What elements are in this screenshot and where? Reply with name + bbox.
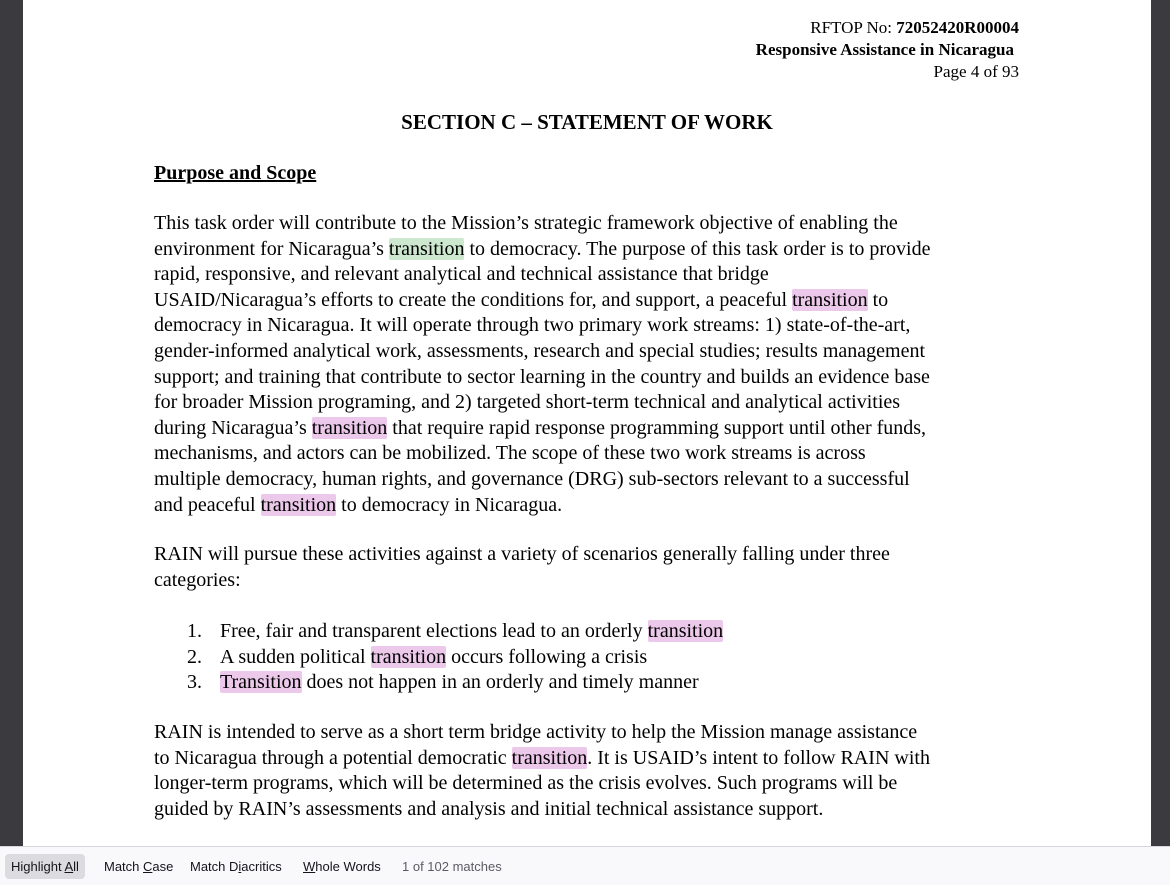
text-segment: USAID/Nicaragua’s efforts to create the conditions for, and support, a peaceful bbox=[154, 288, 793, 311]
label-part: hole Words bbox=[315, 859, 381, 874]
list-item bbox=[187, 670, 723, 696]
text-line bbox=[154, 416, 1034, 442]
find-bar bbox=[0, 846, 1170, 885]
section-title: SECTION C – STATEMENT OF WORK bbox=[401, 110, 773, 134]
paragraph-bridge bbox=[154, 720, 1034, 822]
text-line: gender-informed analytical work, assessments, research and special studies; results management bbox=[154, 339, 926, 362]
highlight-all-toggle[interactable] bbox=[5, 854, 85, 879]
purpose-heading: Purpose and Scope bbox=[154, 162, 317, 184]
list-item bbox=[187, 619, 723, 645]
label-part: ase bbox=[152, 859, 174, 874]
label-part: ll bbox=[73, 859, 79, 874]
list-number: 1. bbox=[187, 620, 202, 642]
text-line bbox=[154, 746, 1034, 772]
text-line bbox=[154, 288, 1034, 314]
whole-words-toggle[interactable] bbox=[297, 854, 387, 879]
page-number: Page 4 of 93 bbox=[933, 62, 1019, 81]
text-segment: to bbox=[867, 288, 889, 311]
label-part: Match bbox=[104, 859, 144, 874]
text-line: RAIN will pursue these activities against a variety of scenarios generally falling under three bbox=[154, 543, 890, 565]
access-key: C bbox=[143, 859, 153, 874]
paragraph-scenarios bbox=[154, 542, 1034, 593]
pdf-page bbox=[23, 0, 1151, 846]
text-segment: A sudden political bbox=[220, 645, 371, 668]
text-segment: does not happen in an orderly and timely manner bbox=[301, 671, 699, 694]
text-line: mechanisms, and actors can be mobilized. The scope of these two work streams is across bbox=[154, 442, 866, 465]
text-segment: environment for Nicaragua’s bbox=[154, 237, 389, 260]
label-part: acritics bbox=[241, 859, 282, 874]
text-line: This task order will contribute to the Mission’s strategic framework objective of enabling the bbox=[154, 212, 898, 234]
text-line: democracy in Nicaragua. It will operate through two primary work streams: 1) state-of-the-art, bbox=[154, 314, 911, 337]
scenario-list bbox=[187, 619, 723, 696]
text-segment: occurs following a crisis bbox=[446, 645, 648, 668]
search-match: transition bbox=[647, 620, 724, 642]
text-line: guided by RAIN’s assessments and analysis and initial technical assistance support. bbox=[154, 797, 824, 820]
text-segment: to democracy. The purpose of this task order is to provide bbox=[464, 237, 931, 260]
search-match: transition bbox=[370, 645, 447, 668]
search-match: Transition bbox=[220, 671, 302, 694]
access-key: A bbox=[64, 859, 74, 874]
label-part: Match D bbox=[190, 859, 239, 874]
paragraph-purpose bbox=[154, 211, 1034, 518]
access-key: W bbox=[303, 859, 316, 874]
text-line: rapid, responsive, and relevant analytical and technical assistance that bridge bbox=[154, 263, 769, 286]
text-segment: to democracy in Nicaragua. bbox=[336, 493, 563, 516]
text-segment: that require rapid response programming support until other funds, bbox=[387, 416, 927, 439]
text-line: multiple democracy, human rights, and governance (DRG) sub-sectors relevant to a successful bbox=[154, 467, 910, 490]
label-part: Highlight bbox=[11, 859, 65, 874]
search-match: transition bbox=[511, 746, 588, 769]
text-segment: and peaceful bbox=[154, 493, 261, 516]
text-line bbox=[154, 493, 1034, 519]
match-diacritics-toggle[interactable] bbox=[184, 854, 288, 879]
text-line: categories: bbox=[154, 568, 241, 591]
list-number: 3. bbox=[187, 671, 202, 694]
match-case-toggle[interactable] bbox=[98, 854, 179, 879]
match-count: 1 of 102 matches bbox=[402, 859, 502, 874]
rftop-number-line bbox=[810, 18, 1019, 38]
text-line: RAIN is intended to serve as a short term bridge activity to help the Mission manage assistance bbox=[154, 721, 918, 743]
text-segment: Free, fair and transparent elections lead to an orderly bbox=[220, 620, 648, 642]
text-segment: to Nicaragua through a potential democratic bbox=[154, 746, 512, 769]
search-match: transition bbox=[260, 493, 337, 516]
text-line: longer-term programs, which will be determined as the crisis evolves. Such programs will be bbox=[154, 772, 898, 795]
text-segment: . It is USAID’s intent to follow RAIN with bbox=[587, 746, 930, 769]
text-line: support; and training that contribute to sector learning in the country and builds an evidence base bbox=[154, 365, 930, 388]
access-key: i bbox=[238, 859, 242, 874]
rftop-number: 72052420R00004 bbox=[896, 18, 1019, 37]
project-title: Responsive Assistance in Nicaragua bbox=[755, 40, 1014, 59]
selected-match: transition bbox=[388, 237, 465, 260]
text-segment: during Nicaragua’s bbox=[154, 416, 312, 439]
search-match: transition bbox=[792, 288, 868, 311]
list-item bbox=[187, 645, 723, 671]
text-line bbox=[154, 237, 1034, 263]
search-match: transition bbox=[311, 416, 388, 439]
list-number: 2. bbox=[187, 645, 202, 668]
rftop-label: RFTOP No: bbox=[810, 18, 897, 37]
text-line: for broader Mission programing, and 2) targeted short-term technical and analytical activities bbox=[154, 391, 901, 414]
